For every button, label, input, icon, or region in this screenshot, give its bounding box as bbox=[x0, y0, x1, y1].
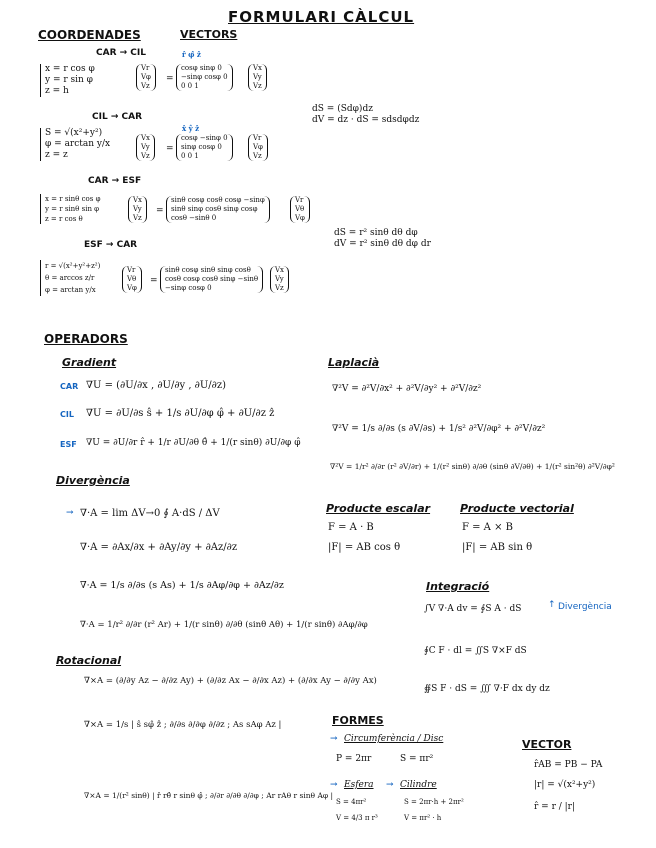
mat-cell: Vr bbox=[141, 64, 150, 72]
eq-line: φ = arctan y/x bbox=[45, 286, 96, 294]
cilindre-label: Cilindre bbox=[400, 780, 437, 790]
cil-car-cols: x̂ ŷ ẑ bbox=[182, 124, 200, 133]
eq-line: θ = arccos z/r bbox=[45, 274, 95, 282]
mat-row: 0 0 1 bbox=[181, 152, 199, 160]
mat-cell: Vy bbox=[141, 143, 150, 151]
gradient-tag-car: CAR bbox=[60, 382, 79, 391]
mat-cell: Vz bbox=[141, 82, 150, 90]
operadors-heading: OPERADORS bbox=[44, 332, 128, 346]
cilindre-volum: V = πr² · h bbox=[404, 814, 442, 822]
mat-cell: Vr bbox=[127, 266, 136, 274]
circ-label: Circumferència / Disc bbox=[344, 734, 444, 744]
vector-unit: r̂ = r / |r| bbox=[534, 802, 575, 812]
car-esf-lhs bbox=[128, 196, 147, 223]
equals-sign: = bbox=[156, 206, 164, 216]
mat-cell: Vz bbox=[141, 152, 150, 160]
mat-cell: Vθ bbox=[295, 205, 305, 213]
mat-cell: Vx bbox=[275, 266, 285, 274]
mat-cell: Vz bbox=[275, 284, 284, 292]
eq-line: φ = arctan y/x bbox=[45, 139, 111, 149]
arrow-icon: → bbox=[66, 508, 74, 518]
vector-mod: |r| = √(x²+y²) bbox=[534, 780, 596, 790]
laplacia-esf: ∇²V = 1/r² ∂/∂r (r² ∂V/∂r) + 1/(r² sinθ) ∂/∂θ (sinθ ∂V/∂θ) + 1/(r² sin²θ) ∂²V/∂φ² bbox=[330, 462, 615, 471]
esfera-label: Esfera bbox=[344, 780, 374, 790]
mat-row: cosφ sinφ 0 bbox=[181, 64, 222, 72]
coords-heading: COORDENADES bbox=[38, 28, 141, 42]
car-esf-matrix bbox=[166, 196, 270, 223]
arrow-icon: → bbox=[330, 780, 338, 790]
eq-line: z = r cos θ bbox=[45, 215, 83, 223]
esf-car-label: ESF → CAR bbox=[84, 240, 138, 250]
mat-row: sinφ cosφ 0 bbox=[181, 143, 222, 151]
integracio-arrow-label: Divergència bbox=[558, 602, 612, 612]
escalar-heading: Producte escalar bbox=[326, 502, 431, 515]
divergencia-cil: ∇·A = 1/s ∂/∂s (s As) + 1/s ∂Aφ/∂φ + ∂Az/∂z bbox=[80, 580, 284, 591]
vectorial-def: F = A × B bbox=[462, 522, 513, 533]
eq-line: dV = r² sinθ dθ dφ dr bbox=[334, 239, 431, 249]
integracio-heading: Integració bbox=[426, 580, 490, 593]
rotacional-cil: ∇×A = 1/s | ŝ sφ̂ ẑ ; ∂/∂s ∂/∂φ ∂/∂z ; As sAφ Az | bbox=[84, 720, 282, 730]
car-cil-lhs bbox=[136, 64, 156, 91]
mat-cell: Vx bbox=[133, 196, 143, 204]
car-esf-label: CAR → ESF bbox=[88, 176, 142, 186]
integracio-volum: ∯S F · dS = ∭ ∇·F dx dy dz bbox=[424, 684, 550, 694]
esf-car-rhs bbox=[270, 266, 289, 293]
eq-line: z = z bbox=[45, 150, 68, 160]
esfera-area: S = 4πr² bbox=[336, 798, 367, 806]
cilindre-area: S = 2πr·h + 2πr² bbox=[404, 798, 464, 806]
esf-differentials bbox=[334, 228, 431, 250]
escalar-def: F = A · B bbox=[328, 522, 374, 533]
cil-differentials bbox=[312, 104, 419, 126]
cil-car-lhs bbox=[136, 134, 155, 161]
arrow-icon: → bbox=[386, 780, 394, 790]
mat-row: sinθ cosφ sinθ sinφ cosθ bbox=[165, 266, 251, 274]
mat-cell: Vx bbox=[253, 64, 263, 72]
eq-line: S = √(x²+y²) bbox=[45, 128, 103, 138]
equals-sign: = bbox=[166, 74, 174, 84]
eq-line: y = r sin φ bbox=[45, 75, 93, 85]
mat-row: cosθ −sinθ 0 bbox=[171, 214, 217, 222]
esf-car-lhs bbox=[122, 266, 142, 293]
vector-diff: r̂AB = PB − PA bbox=[534, 760, 603, 770]
eq-line: x = r cos φ bbox=[45, 64, 95, 74]
car-cil-label: CAR → CIL bbox=[96, 48, 146, 58]
mat-cell: Vφ bbox=[127, 284, 137, 292]
mat-row: cosθ cosφ cosθ sinφ −sinθ bbox=[165, 275, 259, 283]
mat-cell: Vz bbox=[253, 82, 262, 90]
car-cil-cols: r̂ φ̂ ẑ bbox=[182, 50, 201, 59]
mat-cell: Vθ bbox=[127, 275, 137, 283]
mat-row: sinθ sinφ cosθ sinφ cosφ bbox=[171, 205, 258, 213]
escalar-mod: |F| = AB cos θ bbox=[328, 542, 401, 553]
rotacional-car: ∇×A = (∂/∂y Az − ∂/∂z Ay) + (∂/∂z Ax − ∂/∂x Az) + (∂/∂x Ay − ∂/∂y Ax) bbox=[84, 676, 377, 686]
car-esf-rhs bbox=[290, 196, 310, 223]
gradient-car: ∇U = (∂U/∂x , ∂U/∂y , ∂U/∂z) bbox=[86, 380, 226, 391]
mat-cell: Vy bbox=[275, 275, 284, 283]
gradient-tag-cil: CIL bbox=[60, 410, 74, 419]
cil-car-matrix bbox=[176, 134, 233, 161]
integracio-stokes: ∮C F · dl = ∬S ∇×F dS bbox=[424, 646, 527, 656]
formes-heading: FORMES bbox=[332, 714, 384, 727]
mat-cell: Vφ bbox=[295, 214, 305, 222]
arrow-icon: → bbox=[330, 734, 338, 744]
rotacional-heading: Rotacional bbox=[56, 654, 122, 667]
mat-cell: Vφ bbox=[141, 73, 151, 81]
mat-row: −sinφ cosφ 0 bbox=[165, 284, 212, 292]
vectorial-heading: Producte vectorial bbox=[460, 502, 574, 515]
mat-cell: Vφ bbox=[253, 143, 263, 151]
vector-heading: VECTOR bbox=[522, 738, 572, 751]
mat-cell: Vz bbox=[133, 214, 142, 222]
gradient-esf: ∇U = ∂U/∂r r̂ + 1/r ∂U/∂θ θ̂ + 1/(r sinθ) ∂U/∂φ φ̂ bbox=[86, 438, 301, 448]
circ-area: S = πr² bbox=[400, 754, 434, 764]
gradient-cil: ∇U = ∂U/∂s ŝ + 1/s ∂U/∂φ φ̂ + ∂U/∂z ẑ bbox=[86, 408, 275, 419]
mat-cell: Vr bbox=[253, 134, 262, 142]
cil-car-label: CIL → CAR bbox=[92, 112, 142, 122]
mat-row: cosφ −sinφ 0 bbox=[181, 134, 228, 142]
arrow-icon: ↑ bbox=[548, 600, 556, 610]
mat-row: 0 0 1 bbox=[181, 82, 199, 90]
eq-line: dS = r² sinθ dθ dφ bbox=[334, 228, 418, 238]
page-title: FORMULARI CÀLCUL bbox=[228, 8, 415, 26]
eq-line: z = h bbox=[45, 86, 69, 96]
mat-cell: Vx bbox=[141, 134, 151, 142]
car-cil-matrix bbox=[176, 64, 233, 91]
eq-line: y = r sinθ sin φ bbox=[45, 205, 100, 213]
car-esf-system bbox=[40, 194, 100, 224]
car-cil-rhs bbox=[248, 64, 267, 91]
rotacional-esf: ∇×A = 1/(r² sinθ) | r̂ rθ̂ r sinθ φ̂ ; ∂/∂r ∂/∂θ ∂/∂φ ; Ar rAθ r sinθ Aφ | bbox=[84, 791, 334, 800]
divergencia-def: ∇·A = lim ΔV→0 ∮ A·dS / ΔV bbox=[80, 508, 220, 519]
equals-sign: = bbox=[166, 144, 174, 154]
mat-cell: Vy bbox=[133, 205, 142, 213]
car-cil-system bbox=[40, 64, 95, 97]
eq-line: r = √(x²+y²+z²) bbox=[45, 262, 101, 270]
circ-perimeter: P = 2πr bbox=[336, 754, 372, 764]
laplacia-car: ∇²V = ∂²V/∂x² + ∂²V/∂y² + ∂²V/∂z² bbox=[332, 384, 482, 394]
laplacia-cil: ∇²V = 1/s ∂/∂s (s ∂V/∂s) + 1/s² ∂²V/∂φ² + ∂²V/∂z² bbox=[332, 424, 546, 434]
mat-row: sinθ cosφ cosθ cosφ −sinφ bbox=[171, 196, 265, 204]
divergencia-esf: ∇·A = 1/r² ∂/∂r (r² Ar) + 1/(r sinθ) ∂/∂θ (sinθ Aθ) + 1/(r sinθ) ∂Aφ/∂φ bbox=[80, 620, 368, 630]
mat-cell: Vz bbox=[253, 152, 262, 160]
esf-car-matrix bbox=[160, 266, 263, 293]
mat-cell: Vy bbox=[253, 73, 262, 81]
gradient-tag-esf: ESF bbox=[60, 440, 77, 449]
cil-car-rhs bbox=[248, 134, 268, 161]
cil-car-system bbox=[40, 128, 110, 161]
eq-line: x = r sinθ cos φ bbox=[45, 195, 101, 203]
eq-line: dV = dz · dS = sdsdφdz bbox=[312, 115, 420, 125]
gradient-heading: Gradient bbox=[62, 356, 117, 369]
esfera-volum: V = 4/3 π r³ bbox=[336, 814, 378, 822]
mat-row: −sinφ cosφ 0 bbox=[181, 73, 228, 81]
esf-car-system bbox=[40, 260, 100, 296]
eq-line: dS = (Sdφ)dz bbox=[312, 104, 373, 114]
laplacia-heading: Laplacià bbox=[328, 356, 380, 369]
vectors-heading: VECTORS bbox=[180, 28, 238, 41]
integracio-gauss: ∫V ∇·A dv = ∮S A · dS bbox=[424, 604, 522, 614]
mat-cell: Vr bbox=[295, 196, 304, 204]
equals-sign: = bbox=[150, 276, 158, 286]
divergencia-car: ∇·A = ∂Ax/∂x + ∂Ay/∂y + ∂Az/∂z bbox=[80, 542, 238, 553]
vectorial-mod: |F| = AB sin θ bbox=[462, 542, 533, 553]
divergencia-heading: Divergència bbox=[56, 474, 130, 487]
